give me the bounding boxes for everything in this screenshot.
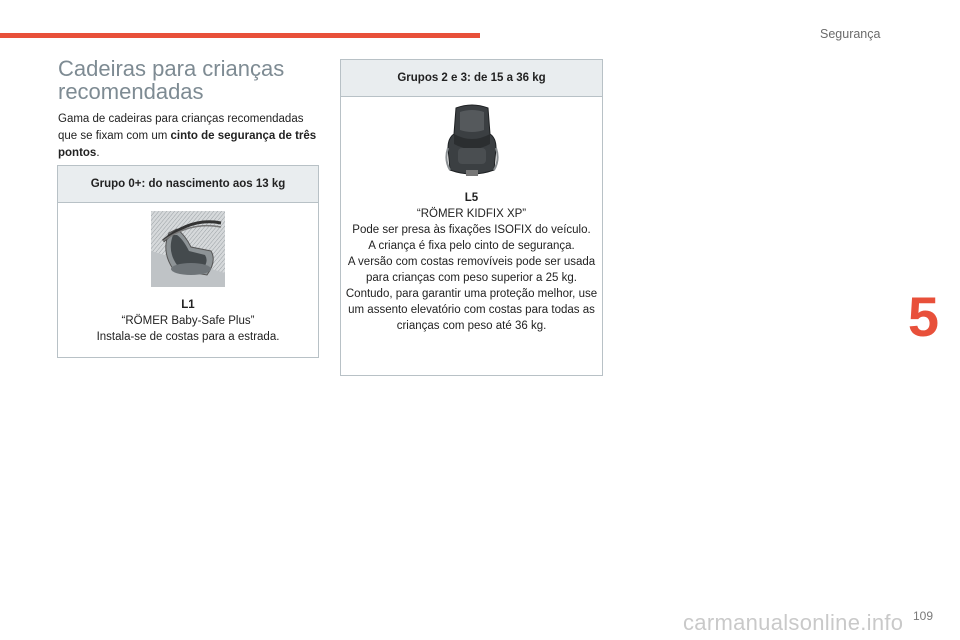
seat-description: A criança é fixa pelo cinto de segurança.	[368, 240, 575, 252]
chapter-number: 5	[887, 268, 960, 364]
seat-code: L1	[181, 299, 195, 311]
infant-carrier-seat-icon	[151, 211, 225, 287]
page-number: 109	[913, 609, 934, 623]
seat-card-group-0	[57, 165, 319, 358]
watermark-text: carmanualsonline.info	[683, 610, 904, 635]
seat-model-name: “RÖMER KIDFIX XP”	[416, 208, 527, 220]
seat-card-body	[341, 180, 602, 334]
seat-code: L5	[464, 192, 479, 204]
section-name: Segurança	[820, 27, 881, 41]
intro-bold-text: cinto de segurança de três pontos	[58, 130, 317, 159]
seat-description: Instala-se de costas para a estrada.	[96, 331, 280, 343]
seat-model-name: “RÖMER Baby-Safe Plus”	[121, 315, 255, 327]
seat-card-header: Grupos 2 e 3: de 15 a 36 kg	[341, 60, 602, 97]
seat-card-body	[58, 287, 318, 345]
intro-text: Gama de cadeiras para crianças recomendadas que se fixam com um	[58, 113, 304, 142]
seat-description: A versão com costas removíveis pode ser usada para crianças com peso superior a 25 kg. Contudo, para garantir uma proteção melhor, use um assento elevatório com costas para todas as crianças com peso até 36 kg.	[345, 256, 598, 332]
booster-seat-icon	[444, 104, 500, 180]
seat-card-header: Grupo 0+: do nascimento aos 13 kg	[58, 166, 318, 203]
seat-card-group-2-3	[340, 59, 603, 376]
intro-paragraph	[58, 111, 323, 162]
seat-description: Pode ser presa às fixações ISOFIX do veículo.	[352, 224, 591, 236]
top-accent-bar	[0, 33, 480, 38]
page-title: Cadeiras para crianças recomendadas	[58, 56, 285, 104]
intro-text-end: .	[96, 147, 100, 159]
